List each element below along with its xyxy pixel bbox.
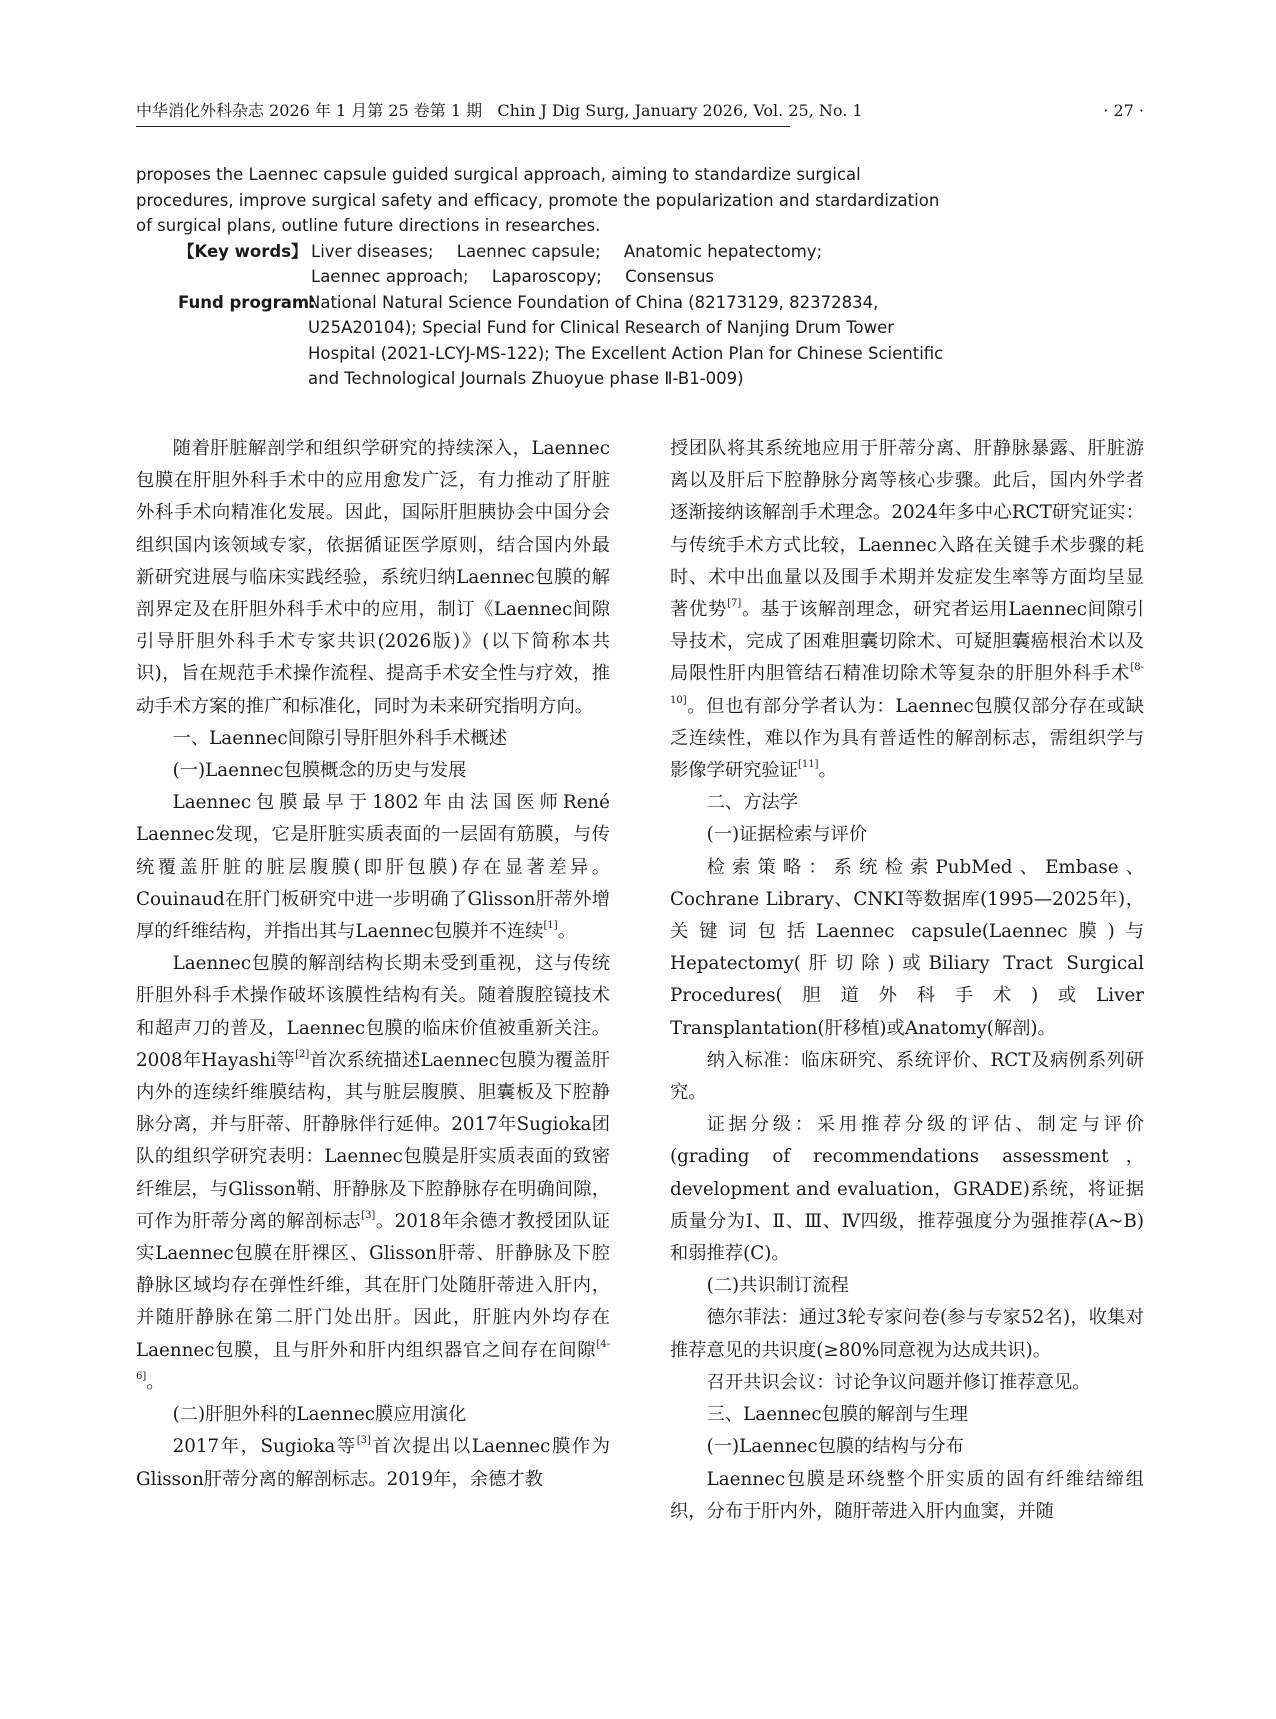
keyword: Liver diseases;: [311, 241, 434, 261]
keyword: Laennec approach;: [311, 267, 469, 286]
keywords-block: [136, 239, 944, 290]
keyword: Anatomic hepatectomy;: [623, 241, 823, 261]
body-paragraph: [136, 948, 610, 1399]
fund-label: Fund program:: [178, 292, 316, 312]
journal-title-en: Chin J Dig Surg, January 2026, Vol. 25, No. 1: [497, 101, 863, 120]
body-paragraph: [670, 433, 1144, 787]
body-paragraph: 纳入标准：临床研究、系统评价、RCT及病例系列研究。: [670, 1049, 1144, 1104]
keyword: Laennec capsule;: [456, 241, 601, 261]
citation-ref[interactable]: [3]: [361, 1209, 376, 1221]
body-paragraph: 召开共识会议：讨论争议问题并修订推荐意见。: [706, 1371, 1091, 1393]
text-run: 首次提出以Laennec膜作为Glisson肝蒂分离的解剖标志。2019年，余德才教: [136, 1436, 610, 1490]
journal-citation: [136, 100, 863, 122]
text-run: Laennec包膜最早于1802年由法国医师René Laennec发现，它是肝脏实质表面的一层固有筋膜，与传统覆盖肝脏的脏层腹膜(即肝包膜)存在显著差异。Couinaud在肝门板研究中进一步明确了Glisson肝蒂外增厚的纤维结构，并指出其与Laennec包膜并不连续: [136, 792, 610, 943]
intro-paragraph: 随着肝脏解剖学和组织学研究的持续深入，Laennec包膜在肝胆外科手术中的应用愈发广泛，有力推动了肝脏外科手术向精准化发展。因此，国际肝胆胰协会中国分会组织国内该领域专家，依据循证医学原则，结合国内外最新研究进展与临床实践经验，系统归纳Laennec包膜的解剖界定及在肝胆外科手术中的应用，制订《Laennec间隙引导肝胆外科手术专家共识(2026版)》(以下简称本共识)，旨在规范手术操作流程、提高手术安全性与疗效，推动手术方案的推广和标准化，同时为未来研究指明方向。: [136, 438, 610, 717]
text-run: 。: [557, 921, 576, 943]
subsection-heading: (二)肝胆外科的Laennec膜应用演化: [172, 1404, 467, 1426]
citation-ref[interactable]: [4-6]: [136, 1338, 610, 1382]
section-heading: 三、Laennec包膜的解剖与生理: [706, 1404, 968, 1426]
citation-ref[interactable]: [3]: [356, 1435, 371, 1447]
subsection-heading: (一)证据检索与评价: [706, 824, 868, 846]
header-rule: [136, 126, 790, 127]
citation-ref[interactable]: [2]: [295, 1048, 310, 1060]
fund-program-block: [136, 290, 944, 392]
subsection-heading: (一)Laennec包膜的结构与分布: [706, 1436, 964, 1458]
right-column: [670, 433, 1144, 1528]
citation-ref[interactable]: [1]: [543, 920, 558, 932]
body-paragraph: [136, 1431, 610, 1495]
text-run: 。: [146, 1371, 165, 1393]
text-run: 2017年，Sugioka等: [172, 1436, 357, 1458]
abstract-continuation: proposes the Laennec capsule guided surgical approach, aiming to standardize surgical procedures, improve surgical safety and efficacy, promote the popularization and stardardization of surgical plans, outline future directions in researches.: [136, 165, 940, 235]
body-paragraph: 检索策略：系统检索PubMed、Embase、Cochrane Library、CNKI等数据库(1995—2025年)，关键词包括Laennec capsule(Laennec膜)与Hepatectomy(肝切除)或Biliary Tract Surgical Procedures(胆道外科手术)或Liver Transplantation(肝移植)或Anatomy(解剖)。: [670, 856, 1144, 1039]
fund-text: National Natural Science Foundation of China (82173129, 82372834, U25A20104); Special Fund for Clinical Research of Nanjing Drum Tower Hospital (2021-LCYJ-MS-122); The Excellent Action Plan for Chinese Scientific and Technological Journals Zhuoyue phase Ⅱ-B1-009): [308, 292, 944, 388]
subsection-heading: (二)共识制订流程: [706, 1275, 849, 1297]
text-run: 。基于该解剖理念，研究者运用Laennec间隙引导技术，完成了困难胆囊切除术、可疑胆囊癌根治术以及局限性肝内胆管结石精准切除术等复杂的肝胆外科手术: [670, 599, 1144, 685]
text-run: 授团队将其系统地应用于肝蒂分离、肝静脉暴露、肝脏游离以及肝后下腔静脉分离等核心步骤。此后，国内外学者逐渐接纳该解剖手术理念。2024年多中心RCT研究证实：与传统手术方式比较，Laennec入路在关键手术步骤的耗时、术中出血量以及围手术期并发症发生率等方面均呈显著优势: [670, 438, 1144, 621]
subsection-heading: (一)Laennec包膜概念的历史与发展: [172, 760, 467, 782]
text-run: 。2018年余德才教授团队证实Laennec包膜在肝裸区、Glisson肝蒂、肝静脉及下腔静脉区域均存在弹性纤维，其在肝门处随肝蒂进入肝内，并随肝静脉在第二肝门处出肝。因此，肝脏内外均存在Laennec包膜，且与肝外和肝内组织器官之间存在间隙: [136, 1210, 610, 1361]
page-number: · 27 ·: [1103, 101, 1144, 120]
keywords-label: 【Key words】: [178, 241, 308, 261]
english-abstract: [136, 162, 944, 392]
text-run: 。: [818, 760, 837, 782]
body-paragraph: 德尔菲法：通过3轮专家问卷(参与专家52名)，收集对推荐意见的共识度(≥80%同意视为达成共识)。: [670, 1307, 1144, 1361]
citation-ref[interactable]: [11]: [797, 759, 819, 771]
citation-ref[interactable]: [7]: [727, 598, 742, 610]
text-run: 首次系统描述Laennec包膜为覆盖肝内外的连续纤维膜结构，其与脏层腹膜、胆囊板及下腔静脉分离，并与肝蒂、肝静脉伴行延伸。2017年Sugioka团队的组织学研究表明：Laennec包膜是肝实质表面的致密纤维层，与Glisson鞘、肝静脉及下腔静脉存在明确间隙，可作为肝蒂分离的解剖标志: [136, 1049, 610, 1232]
text-run: 。但也有部分学者认为：Laennec包膜仅部分存在或缺乏连续性，难以作为具有普适性的解剖标志，需组织学与影像学研究验证: [670, 695, 1144, 782]
citation-ref[interactable]: [8-10]: [670, 662, 1144, 706]
body-paragraph: [136, 787, 610, 948]
keyword: Laparoscopy;: [491, 267, 602, 286]
section-heading: 一、Laennec间隙引导肝胆外科手术概述: [172, 727, 507, 749]
section-heading: 二、方法学: [706, 792, 798, 814]
text-run: Laennec包膜的解剖结构长期未受到重视，这与传统肝胆外科手术操作破坏该膜性结构有关。随着腹腔镜技术和超声刀的普及，Laennec包膜的临床价值被重新关注。2008年Hayashi等: [136, 953, 610, 1071]
body-paragraph: 证据分级：采用推荐分级的评估、制定与评价(grading of recommendations assessment，development and evaluation，GRADE)系统，将证据质量分为Ⅰ、Ⅱ、Ⅲ、Ⅳ四级，推荐强度分为强推荐(A~B)和弱推荐(C)。: [670, 1114, 1144, 1265]
left-column: [136, 433, 610, 1496]
body-paragraph: Laennec包膜是环绕整个肝实质的固有纤维结缔组织，分布于肝内外，随肝蒂进入肝内血窦，并随: [670, 1468, 1144, 1522]
keyword: Consensus: [625, 267, 715, 286]
journal-title-cn: 中华消化外科杂志 2026 年 1 月第 25 卷第 1 期: [136, 101, 483, 120]
